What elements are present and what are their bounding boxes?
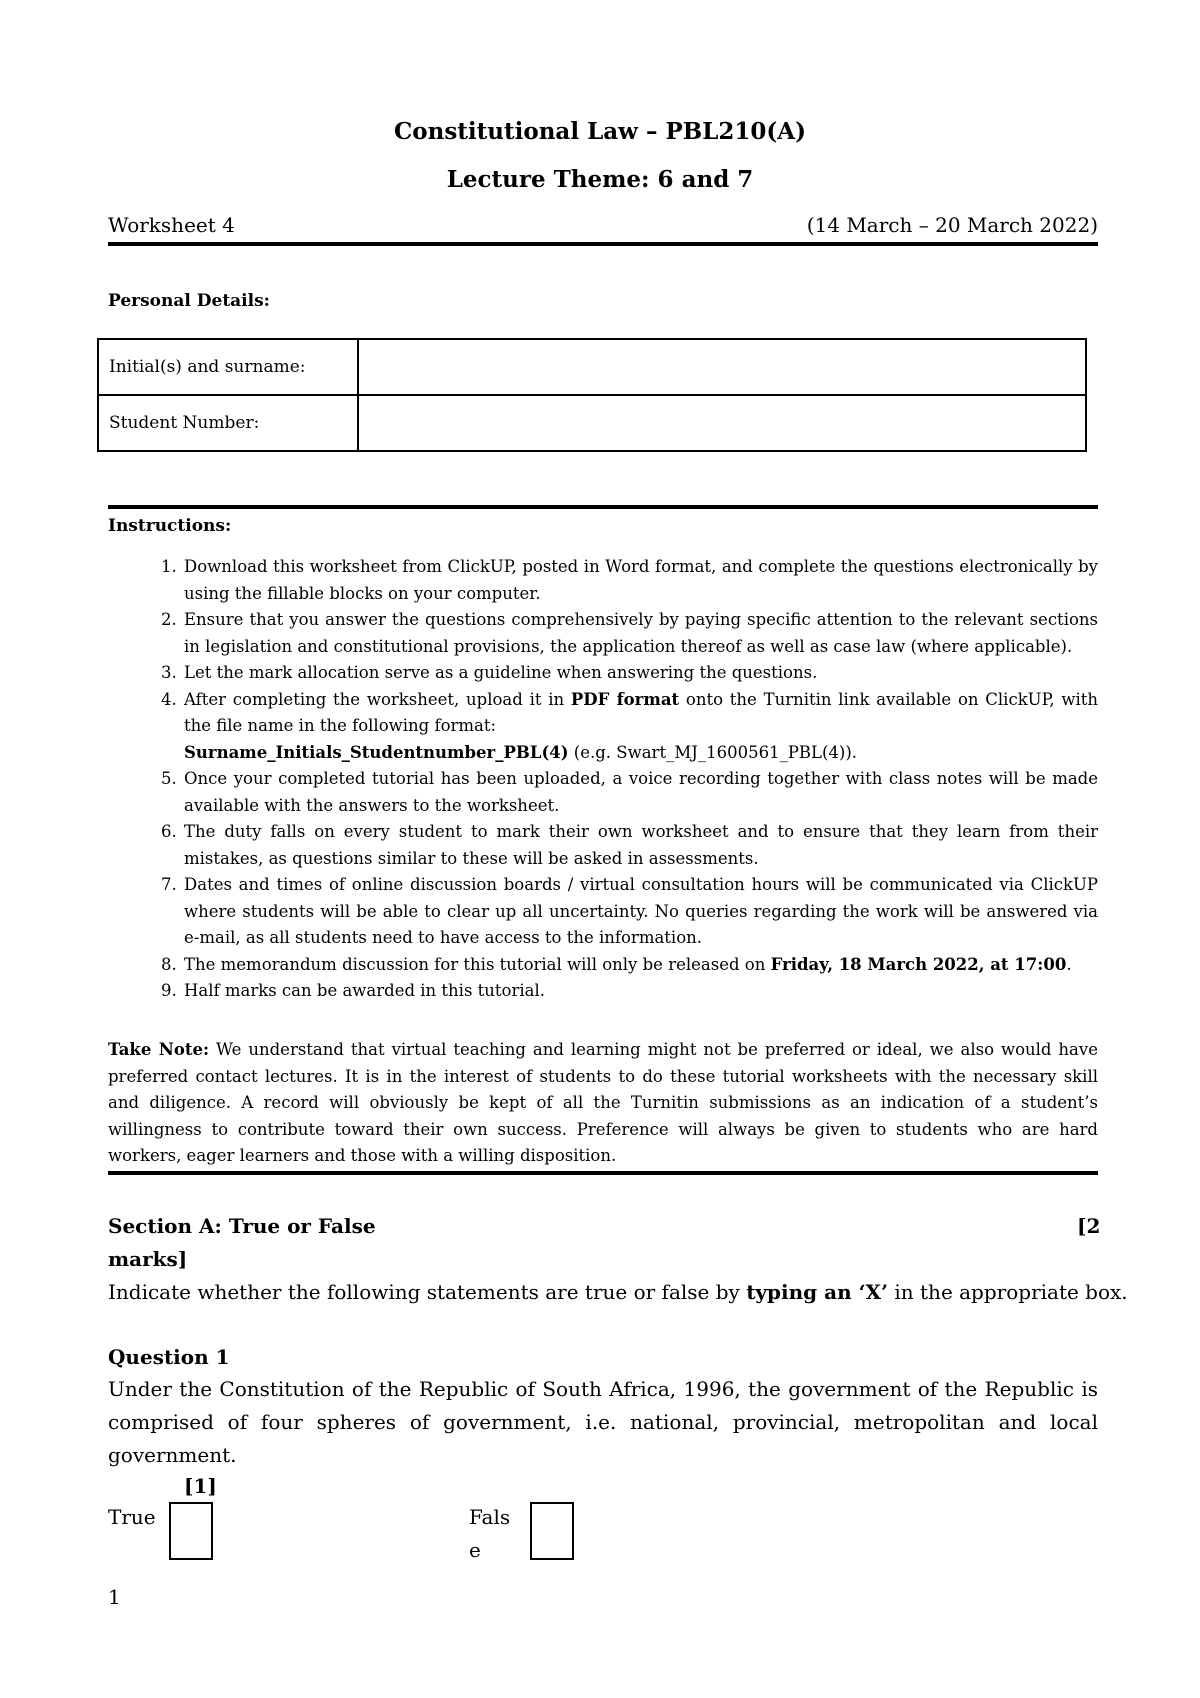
- student-number-field[interactable]: [358, 395, 1086, 451]
- worksheet-header-row: [108, 213, 1098, 237]
- false-checkbox[interactable]: [530, 1502, 574, 1560]
- list-item: 5. Once your completed tutorial has been uploaded, a voice recording together with class notes will be made available with the answers to the worksheet.: [182, 766, 1098, 819]
- name-field[interactable]: [358, 339, 1086, 395]
- section-a-marks-open: [2: [1077, 1214, 1101, 1238]
- name-label: Initial(s) and surname:: [98, 339, 358, 395]
- false-label-a: Fals: [469, 1505, 511, 1529]
- lecture-theme: Lecture Theme: 6 and 7: [446, 166, 754, 193]
- table-row: [98, 339, 1086, 395]
- worksheet-number: Worksheet 4: [108, 213, 235, 237]
- list-item: 3. Let the mark allocation serve as a guideline when answering the questions.: [182, 660, 1098, 687]
- instructions-top-divider: [108, 505, 1098, 509]
- true-label: True: [108, 1505, 156, 1529]
- instructions-heading: Instructions:: [108, 516, 232, 536]
- list-item: 6. The duty falls on every student to mark their own worksheet and to ensure that they learn from their mistakes, as questions similar to these will be asked in assessments.: [182, 819, 1098, 872]
- instr-8-post: .: [1066, 954, 1072, 974]
- false-label-b: e: [469, 1538, 481, 1562]
- section-a-instruction-pre: Indicate whether the following statements are true or false by: [108, 1280, 747, 1304]
- take-note-text: We understand that virtual teaching and learning might not be preferred or ideal, we also would have preferred contact lectures. It is in the interest of students to do these tutorial worksheets with the necessary skill and diligence. A record will obviously be kept of all the Turnitin submissions as an indication of a student’s willingness to contribute toward their own success. Preference will always be given to students who are hard workers, eager learners and those with a willing disposition.: [108, 1040, 1098, 1165]
- instructions-list: [108, 554, 1098, 1005]
- instr-4-filename-format: Surname_Initials_Studentnumber_PBL(4): [184, 742, 569, 762]
- section-a-instruction-bold: typing an ‘X’: [746, 1280, 889, 1304]
- take-note-paragraph: [108, 1037, 1098, 1170]
- list-item: [182, 687, 1098, 767]
- question-1-heading: Question 1: [108, 1345, 230, 1369]
- take-note-label: Take Note:: [108, 1040, 210, 1059]
- instr-4-mid: onto the Turnitin link available on ClickUP, with the file name in the following format:: [184, 689, 1099, 735]
- instr-4-pdf-format: PDF format: [570, 689, 680, 709]
- section-a-instruction: [108, 1276, 1128, 1309]
- personal-details-table: [97, 338, 1087, 452]
- personal-details-heading: Personal Details:: [108, 291, 270, 311]
- list-item: 2. Ensure that you answer the questions comprehensively by paying specific attention to the relevant sections in legislation and constitutional provisions, the application thereof as well as case law (where applicable).: [182, 607, 1098, 660]
- page-number: 1: [108, 1585, 121, 1609]
- list-item: [182, 952, 1098, 979]
- student-number-label: Student Number:: [98, 395, 358, 451]
- course-title: Constitutional Law – PBL210(A): [393, 118, 806, 145]
- question-1-mark: [1]: [184, 1474, 217, 1498]
- section-a-marks-close: marks]: [108, 1247, 188, 1271]
- list-item: 1. Download this worksheet from ClickUP, posted in Word format, and complete the questions electronically by using the fillable blocks on your computer.: [182, 554, 1098, 607]
- date-range: (14 March – 20 March 2022): [806, 213, 1098, 237]
- true-checkbox[interactable]: [169, 1502, 213, 1560]
- instr-8-pre: The memorandum discussion for this tutorial will only be released on: [184, 954, 771, 974]
- instr-4-pre: After completing the worksheet, upload it in: [184, 689, 571, 709]
- list-item: 9. Half marks can be awarded in this tutorial.: [182, 978, 1098, 1005]
- section-a-instruction-post: in the appropriate box.: [888, 1280, 1128, 1304]
- instructions-bottom-divider: [108, 1171, 1098, 1175]
- section-a-title: Section A: True or False: [108, 1214, 376, 1238]
- instr-8-release-date: Friday, 18 March 2022, at 17:00: [770, 954, 1067, 974]
- list-item: 7. Dates and times of online discussion boards / virtual consultation hours will be communicated via ClickUP where students will be able to clear up all uncertainty. No queries regarding the work will be answered via e-mail, as all students need to have access to the information.: [182, 872, 1098, 952]
- table-row: [98, 395, 1086, 451]
- question-1-text: Under the Constitution of the Republic of South Africa, 1996, the government of the Republic is comprised of four spheres of government, i.e. national, provincial, metropolitan and local government.: [108, 1377, 1098, 1467]
- instr-4-example: (e.g. Swart_MJ_1600561_PBL(4)).: [568, 742, 858, 762]
- header-divider: [108, 242, 1098, 246]
